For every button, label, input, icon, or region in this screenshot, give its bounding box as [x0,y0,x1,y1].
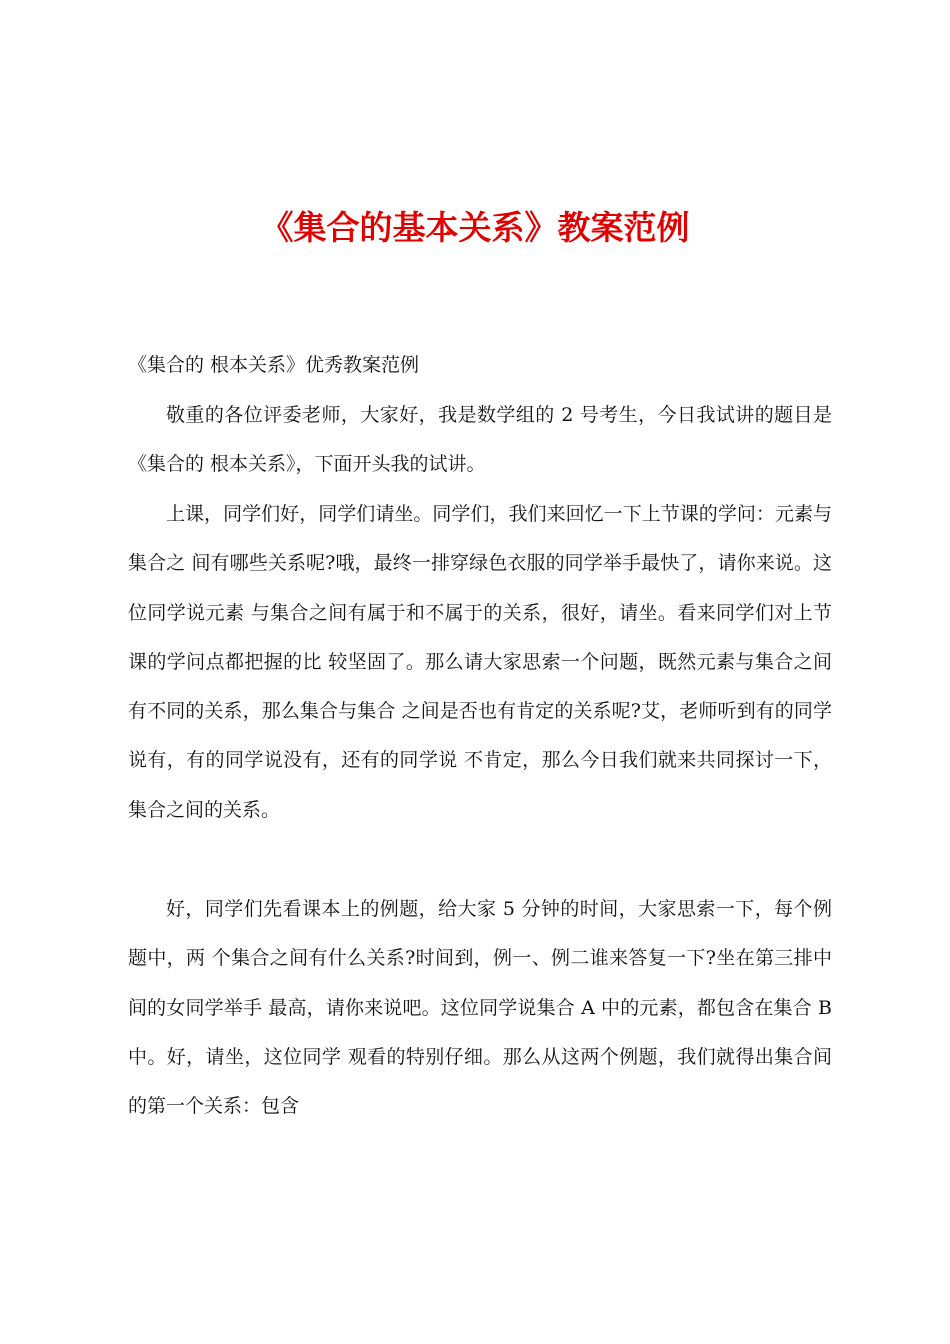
document-title: 《集合的基本关系》教案范例 [260,208,690,247]
document-subtitle: 《集合的 根本关系》优秀教案范例 [128,354,420,376]
paragraph-examples: 好，同学们先看课本上的例题，给大家 5 分钟的时间，大家思索一下，每个例题中，两 个集合之间有什么关系?时间到，例一、例二谁来答复一下?坐在第三排中间的女同学举手 最高，请你来说吧。这位同学说集合 A 中的元素，都包含在集合 B 中。好，请坐，这位同学 观看的特别仔细。那么从这两个例题，我们就得出集合间的第一个关系：包含 [128,898,832,1118]
paragraph-intro: 敬重的各位评委老师，大家好，我是数学组的 2 号考生，今日我试讲的题目是《集合的 根本关系》，下面开头我的试讲。 [128,404,832,476]
paragraph-review: 上课，同学们好，同学们请坐。同学们，我们来回忆一下上节课的学问：元素与集合之 间有哪些关系呢?哦，最终一排穿绿色衣服的同学举手最快了，请你来说。这位同学说元素 与集合之间有属于和不属于的关系，很好，请坐。看来同学们对上节课的学问点都把握的比 较坚固了。那么请大家思索一个问题，既然元素与集合之间有不同的关系，那么集合与集合 之间是否也有肯定的关系呢?艾，老师听到有的同学说有，有的同学说没有，还有的同学说 不肯定，那么今日我们就来共同探讨一下，集合之间的关系。 [128,503,832,821]
